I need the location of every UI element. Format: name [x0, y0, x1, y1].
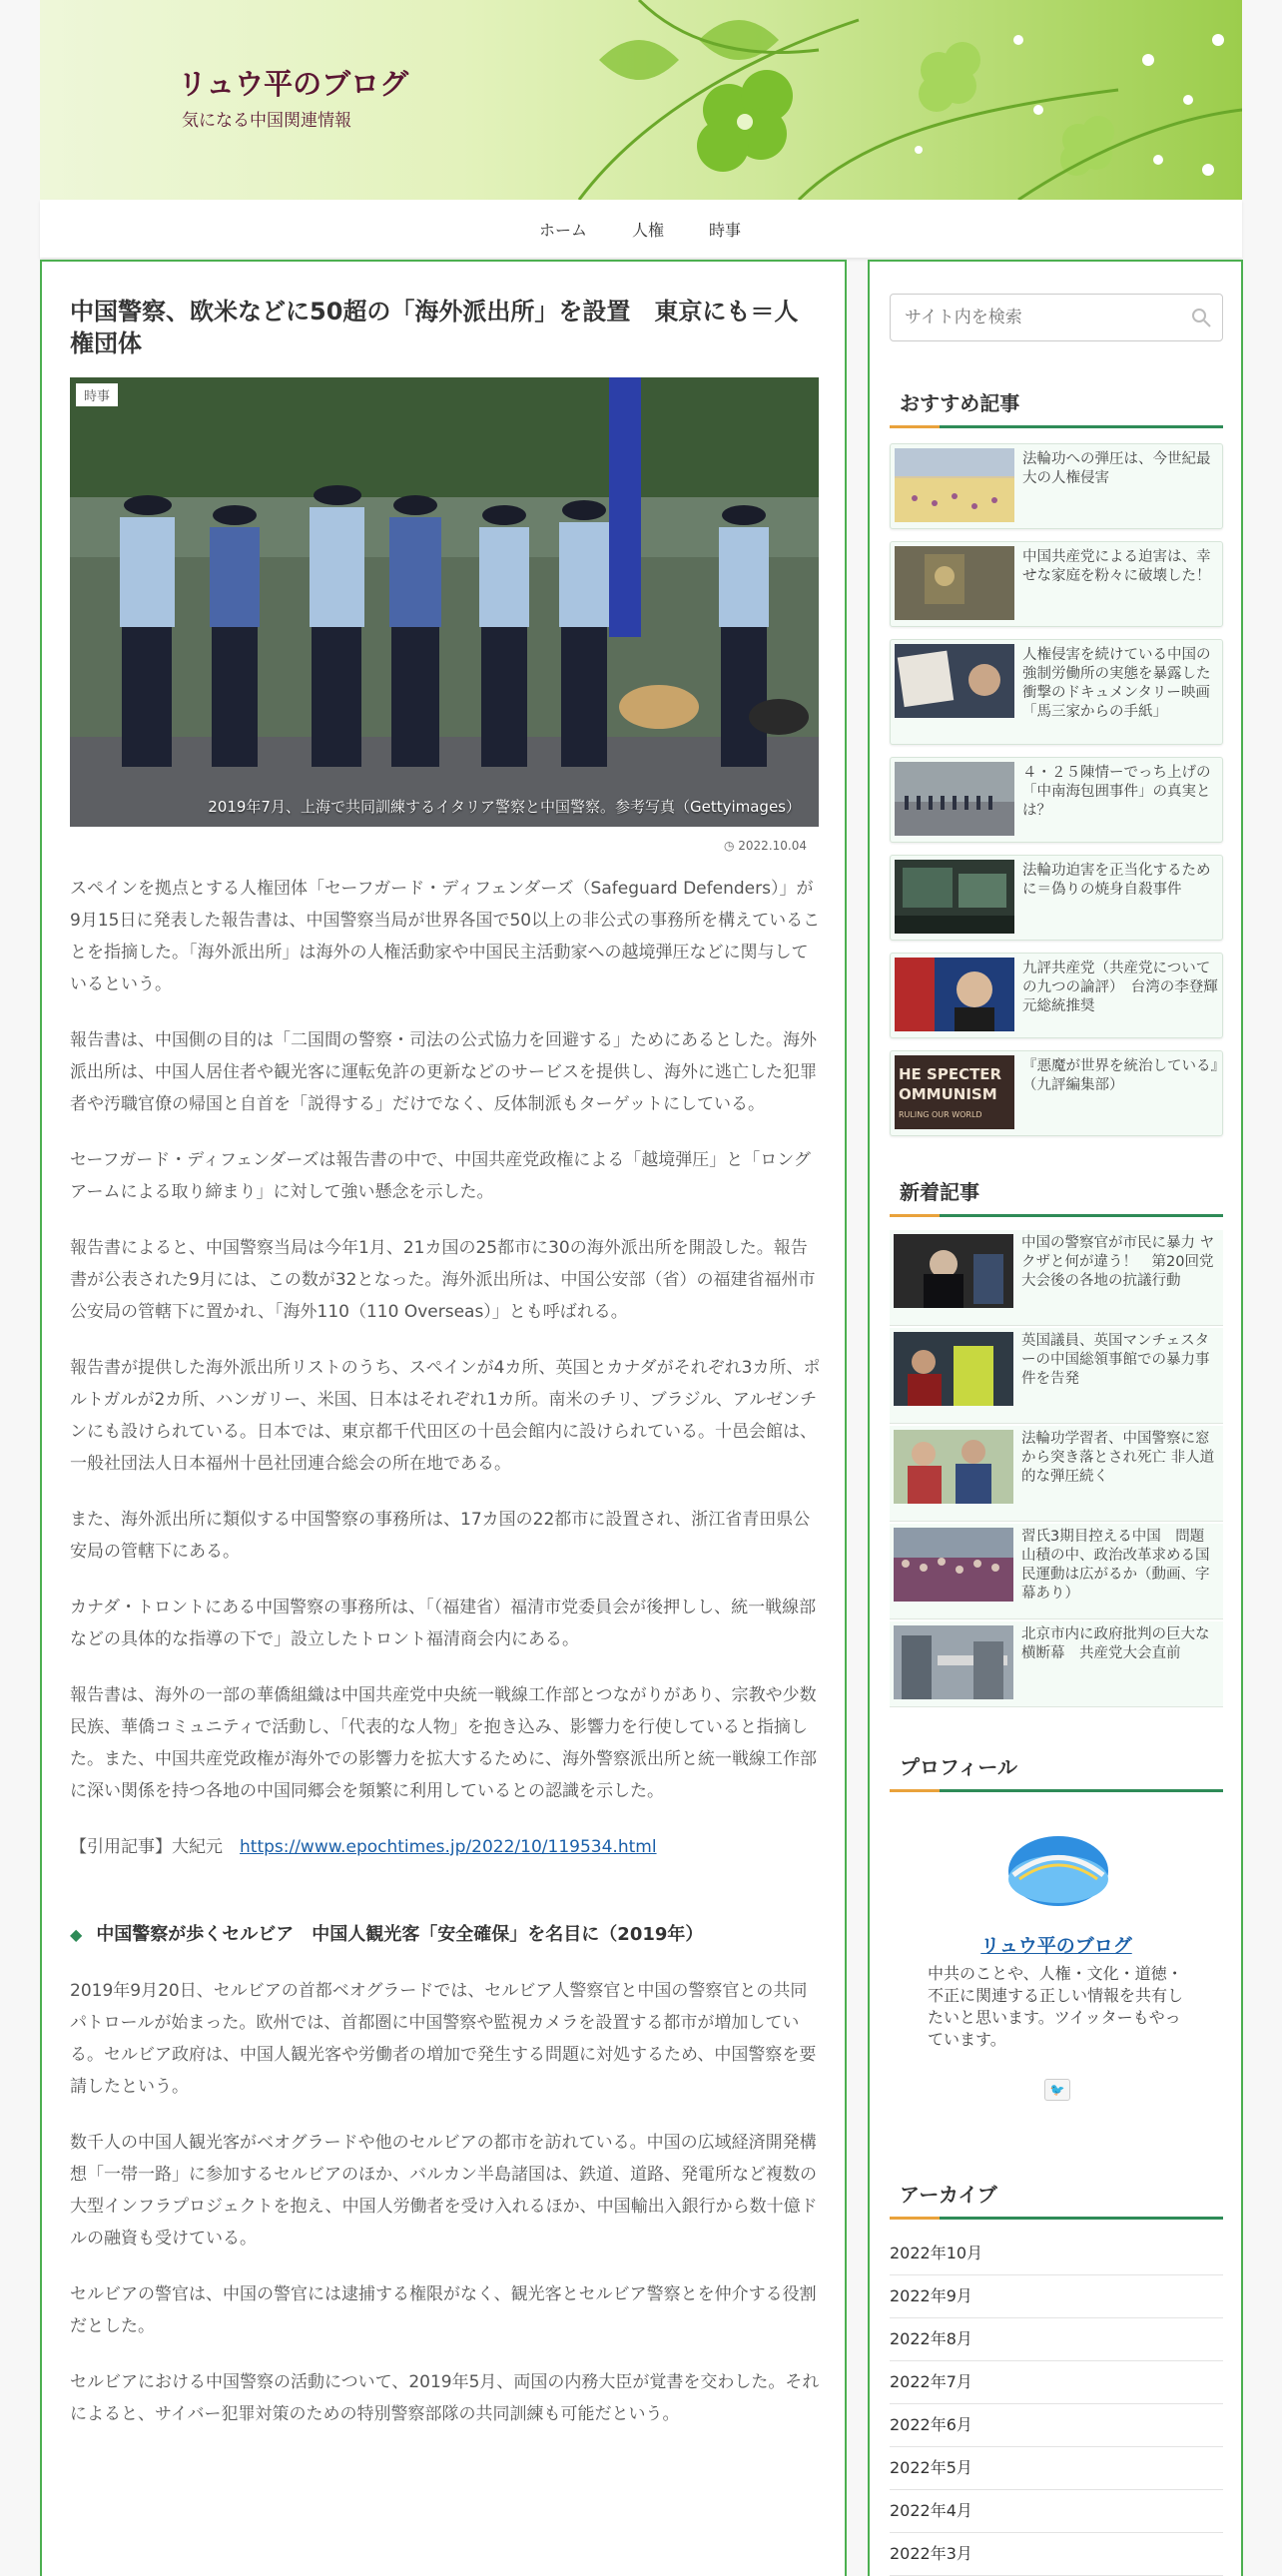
new-post-item[interactable]	[890, 1621, 1223, 1707]
paragraph: また、海外派出所に類似する中国警察の事務所は、17カ国の22都市に設置され、浙江省青田県公安局の管轄下にある。	[70, 1510, 811, 1562]
new-post-title: 英国議員、英国マンチェスターの中国総領事館での暴力事件を告発	[1021, 1333, 1210, 1387]
archive-item[interactable]: 2022年3月	[890, 2533, 1223, 2576]
nav-item-home[interactable]: ホーム	[539, 221, 588, 240]
citation-prefix: 【引用記事】大紀元	[70, 1837, 240, 1857]
post-date	[724, 839, 807, 853]
paragraph: セーフガード・ディフェンダーズは報告書の中で、中国共産党政権による「越境弾圧」と「ロングアームによる取り締まり」に対して強い懸念を示した。	[70, 1150, 811, 1202]
new-post-item[interactable]	[890, 1426, 1223, 1522]
post-date-text: 2022.10.04	[738, 839, 807, 853]
recommended-item[interactable]	[890, 639, 1223, 745]
profile-title: プロフィール	[890, 1751, 1223, 1792]
citation-link[interactable]: https://www.epochtimes.jp/2022/10/119534.html	[240, 1837, 657, 1857]
article-thumbnail	[894, 1332, 1013, 1406]
archive-item[interactable]: 2022年8月	[890, 2318, 1223, 2361]
article-thumbnail	[894, 1234, 1013, 1308]
site-header	[40, 0, 1242, 200]
recommended-item[interactable]	[890, 855, 1223, 941]
recommended-item[interactable]	[890, 443, 1223, 529]
article-thumbnail	[895, 860, 1014, 934]
recommended-item[interactable]	[890, 1050, 1223, 1136]
paragraph: セルビアにおける中国警察の活動について、2019年5月、両国の内務大臣が覚書を交わした。それによると、サイバー犯罪対策のための特別警察部隊の共同訓練も可能だという。	[70, 2372, 820, 2424]
recommended-title: おすすめ記事	[890, 387, 1223, 428]
article-thumbnail	[895, 762, 1014, 836]
search-input[interactable]	[891, 295, 1170, 340]
archive-item[interactable]: 2022年6月	[890, 2404, 1223, 2447]
article-thumbnail	[895, 958, 1014, 1031]
clock-icon: ◷	[723, 839, 735, 853]
archive-item[interactable]: 2022年5月	[890, 2447, 1223, 2490]
archive-item[interactable]: 2022年7月	[890, 2361, 1223, 2404]
article-thumbnail	[894, 1528, 1013, 1602]
section-heading-text: 中国警察が歩くセルビア 中国人観光客「安全確保」を名目に（2019年）	[96, 1924, 704, 1945]
new-post-title: 習氏3期目控える中国 問題山積の中、政治改革求める国民運動は広がるか（動画、字幕あり）	[1021, 1529, 1210, 1602]
paragraph: カナダ・トロントにある中国警察の事務所は、「（福建省）福清市党委員会が後押しし、統一戦線部などの具体的な指導の下で」設立したトロント福清商会内にある。	[70, 1598, 817, 1649]
article-thumbnail	[895, 644, 1014, 718]
image-caption: 2019年7月、上海で共同訓練するイタリア警察と中国警察。参考写真（Gettyimages）	[208, 798, 801, 816]
post-body	[70, 873, 821, 2454]
paragraph: 報告書は、中国側の目的は「二国間の警察・司法の公式協力を回避する」ためにあるとした。海外派出所は、中国人居住者や観光客に運転免許の更新などのサービスを提供し、海外に逃亡した犯罪者や汚職官僚の帰国と自首を「説得する」だけでなく、反体制派もターゲットにしている。	[70, 1030, 817, 1114]
article-thumbnail	[894, 1625, 1013, 1699]
category-label[interactable]: 時事	[76, 383, 118, 406]
new-post-title: 中国の警察官が市民に暴力 ヤクザと何が違う！ 第20回党大会後の各地の抗議行動	[1021, 1235, 1215, 1289]
paragraph: 報告書が提供した海外派出所リストのうち、スペインが4カ所、英国とカナダがそれぞれ3カ所、ポルトガルが2カ所、ハンガリー、米国、日本はそれぞれ1カ所。南米のチリ、ブラジル、アルゼンチンにも設けられている。日本では、東京都千代田区の十邑会館内に設けられている。十邑会館は、一般社団法人日本福州十邑社団連合総会の所在地である。	[70, 1358, 821, 1474]
section-heading	[70, 1919, 821, 1951]
archive-item[interactable]: 2022年4月	[890, 2490, 1223, 2533]
citation	[70, 1831, 821, 1863]
recommended-item-title: 法輪功への弾圧は、今世紀最大の人権侵害	[1022, 451, 1211, 486]
article-thumbnail	[894, 1430, 1013, 1504]
new-post-item[interactable]	[890, 1524, 1223, 1619]
recommended-item[interactable]	[890, 953, 1223, 1038]
recommended-item[interactable]	[890, 541, 1223, 627]
nav-item-human-rights[interactable]: 人権	[632, 221, 665, 240]
paragraph: 報告書によると、中国警察当局は今年1月、21カ国の25都市に30の海外派出所を開設した。報告書が公表された9月には、この数が32となった。海外派出所は、中国公安部（省）の福建省福州市公安局の管轄下に置かれ、「海外110（110 Overseas）」とも呼ばれる。	[70, 1238, 816, 1322]
recommended-item-title: ４・２５陳情ーでっち上げの「中南海包囲事件」の真実とは？	[1022, 765, 1211, 819]
search-box	[890, 294, 1223, 341]
paragraph: 報告書は、海外の一部の華僑組織は中国共産党中央統一戦線工作部とつながりがあり、宗教や少数民族、華僑コミュニティで活動し、「代表的な人物」を抱き込み、影響力を行使していると指摘した。また、中国共産党政権が海外での影響力を拡大するために、海外警察派出所と統一戦線工作部に深い関係を持つ各地の中国同郷会を頻繁に利用しているとの認識を示した。	[70, 1685, 817, 1801]
sidebar	[868, 260, 1243, 2576]
twitter-icon[interactable]: 🐦	[1044, 2079, 1070, 2101]
specter-text: HE SPECTER	[899, 1065, 1002, 1083]
new-post-title: 法輪功学習者、中国警察に窓から突き落とされ死亡 非人道的な弾圧続く	[1021, 1431, 1215, 1485]
main-content	[40, 260, 847, 2576]
new-posts-title: 新着記事	[890, 1176, 1223, 1217]
site-subtitle: 気になる中国関連情報	[182, 111, 351, 131]
article-thumbnail	[895, 1055, 1014, 1129]
recommended-item-title: 人権侵害を続けている中国の強制労働所の実態を暴露した衝撃のドキュメンタリー映画「馬三家からの手紙」	[1022, 647, 1211, 720]
site-title[interactable]: リュウ平のブログ	[178, 67, 409, 101]
profile-avatar	[1007, 1835, 1109, 1907]
archive-item[interactable]: 2022年9月	[890, 2275, 1223, 2318]
article-thumbnail	[895, 546, 1014, 620]
new-post-title: 北京市内に政府批判の巨大な横断幕 共産党大会直前	[1021, 1626, 1210, 1661]
global-nav	[40, 200, 1242, 258]
archive-item[interactable]: 2022年10月	[890, 2233, 1223, 2275]
paragraph: セルビアの警官は、中国の警官には逮捕する権限がなく、観光客とセルビア警察とを仲介する役割だとした。	[70, 2284, 817, 2336]
new-post-item[interactable]	[890, 1328, 1223, 1424]
eyecatch-image	[70, 377, 819, 827]
profile-description: 中共のことや、人権・文化・道徳・不正に関連する正しい情報を共有したいと思います。ツイッターもやっています。	[928, 1964, 1184, 2049]
diamond-icon: ◆	[70, 1925, 83, 1944]
search-icon[interactable]	[1190, 307, 1212, 328]
nav-item-current-affairs[interactable]: 時事	[709, 221, 742, 240]
paragraph: スペインを拠点とする人権団体「セーフガード・ディフェンダーズ（Safeguard Defenders）」が9月15日に発表した報告書は、中国警察当局が世界各国で50以上の非公式の事務所を構えていることを指摘した。「海外派出所」は海外の人権活動家や中国民主活動家への越境弾圧などに関与しているという。	[70, 879, 821, 994]
post-title: 中国警察、欧米などに50超の「海外派出所」を設置 東京にも＝人権団体	[70, 298, 799, 357]
paragraph: 数千人の中国人観光客がベオグラードや他のセルビアの都市を訪れている。中国の広域経済開発構想「一帯一路」に参加するセルビアのほか、バルカン半島諸国は、鉄道、道路、発電所など複数の大型インフラプロジェクトを抱え、中国人労働者を受け入れるほか、中国輸出入銀行から数十億ドルの融資も受けている。	[70, 2133, 818, 2249]
paragraph: 2019年9月20日、セルビアの首都ベオグラードでは、セルビア人警察官と中国の警察官との共同パトロールが始まった。欧州では、首都圏に中国警察や監視カメラを設置する都市が増加している。セルビア政府は、中国人観光客や労働者の増加で発生する問題に対処するため、中国警察を要請したという。	[70, 1981, 817, 2097]
article-thumbnail	[895, 448, 1014, 522]
ruling-text: RULING OUR WORLD	[899, 1110, 982, 1119]
police-photo	[70, 377, 819, 827]
recommended-item-title: 中国共産党による迫害は、幸せな家庭を粉々に破壊した！	[1022, 549, 1211, 584]
recommended-item-title: 『悪魔が世界を統治している』（九評編集部）	[1022, 1058, 1218, 1093]
new-post-item[interactable]	[890, 1230, 1223, 1326]
archive-title: アーカイブ	[890, 2179, 1223, 2220]
communism-text: OMMUNISM	[899, 1085, 997, 1103]
profile-name[interactable]: リュウ平のブログ	[980, 1935, 1132, 1957]
recommended-item-title: 九評共産党（共産党についての九つの論評） 台湾の李登輝元総統推奨	[1022, 961, 1218, 1014]
recommended-item[interactable]	[890, 757, 1223, 843]
recommended-item-title: 法輪功迫害を正当化するために＝偽りの焼身自殺事件	[1022, 863, 1211, 898]
